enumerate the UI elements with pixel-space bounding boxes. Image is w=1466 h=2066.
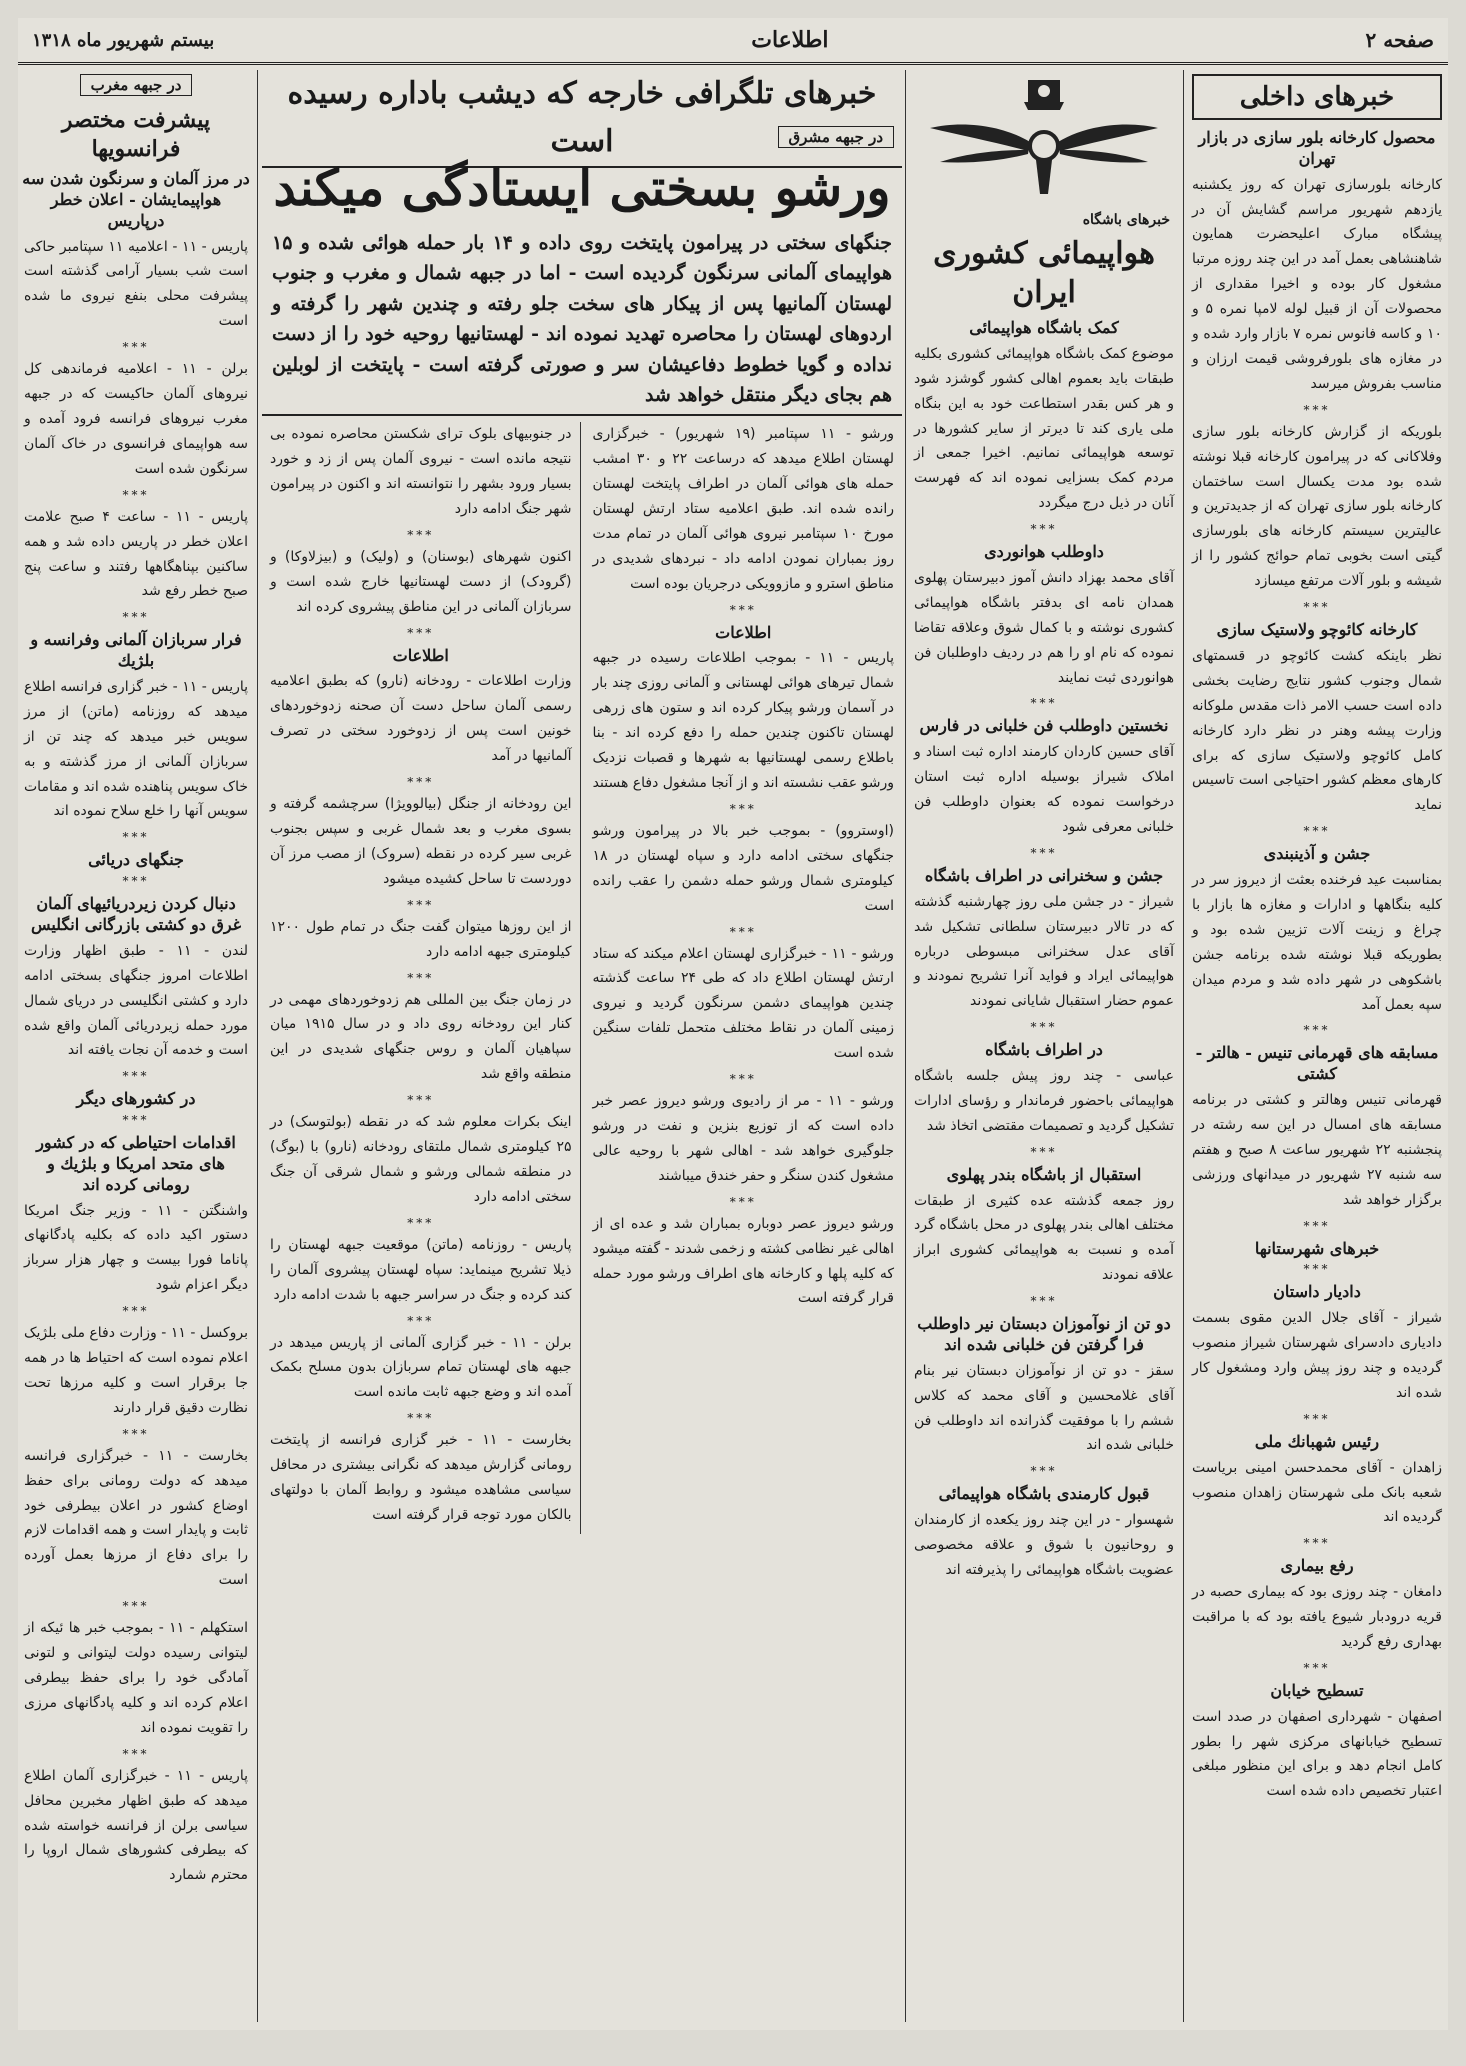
article-body: از این روزها میتوان گفت جنگ در تمام طول ۱۲۰۰ کیلومتری جبهه ادامه دارد <box>270 918 572 960</box>
column-rule <box>905 70 906 2022</box>
article-separator: *** <box>1303 1536 1331 1551</box>
article-body: اکنون شهرهای (بوسنان) و (ولیک) و (بیزلاوکا) و (گرودک) از دست لهستانیها خارج شده است و سربازان آلمانی در این مناطق پیشروی کرده اند <box>270 548 572 615</box>
article-headline: قبول کارمندی باشگاه هواپیمائی <box>938 1484 1150 1504</box>
article-headline: جشن و آذینبندی <box>1263 844 1371 864</box>
article-body: موضوع کمک باشگاه هواپیمائی کشوری بکلیه طبقات باید بعموم اهالی کشور گوشزد شود و هر کس بقدر استطاعت خود به این بنگاه ملی یاری کند تا دیرتر از سایر کشورها در توسعه هواپیمائی نمانیم. اخیرا جمعی از مردم کمک بسزایی نموده اند که فهرست آنان در ذیل درج میگردد <box>914 345 1174 512</box>
column-rule <box>257 70 258 2022</box>
article-separator: *** <box>407 625 435 640</box>
article-separator: *** <box>1030 522 1058 537</box>
article-separator: *** <box>729 801 757 816</box>
article-body: پاریس - ۱۱ - خبر گزاری فرانسه اطلاع میدهد که روزنامه (ماتن) از مرز سویس خبر میدهد که چند تن از سربازان آلمانی از مرز گذشته و به خاک سویس پناهنده شده اند و مقامات سویس آنها را خلع سلاح نموده اند <box>24 678 249 820</box>
aviation-emblem <box>908 76 1180 210</box>
aviation-emblem-caption: خبرهای باشگاه <box>1082 212 1170 228</box>
article-separator: *** <box>122 1113 150 1128</box>
article-separator: *** <box>122 487 150 502</box>
column-rule <box>580 422 585 1534</box>
article-headline: اطلاعات <box>392 645 449 665</box>
article-headline: جنگهای دریائی <box>88 850 184 870</box>
article-body: ورشو - ۱۱ - مر از رادیوی ورشو دیروز عصر خبر داده است که از توزیع بنزین و نفت در ورشو جلوگیری خواهد شد - اهالی شهر با روحیه عالی مشغول کندن سنگر و حفر خندق میباشند <box>592 1093 895 1184</box>
article-separator: *** <box>407 1093 435 1108</box>
article-headline: اقدامات احتیاطی که در کشور های متحد امریکا و بلژیك و رومانی کرده اند <box>36 1133 236 1194</box>
column-rule <box>1183 70 1184 2022</box>
article-headline: تسطیح خیابان <box>1270 1680 1364 1700</box>
article-body: لندن - ۱۱ - طبق اظهار وزارت اطلاعات امروز جنگهای بسختی ادامه دارد و کشتی انگلیسی در دریای شمال مورد حمله زیردریائی آلمان واقع شده است و خدمه آن نجات یافته اند <box>24 942 248 1059</box>
article-separator: *** <box>407 897 435 912</box>
article-separator: *** <box>1303 1262 1331 1277</box>
aviation-column <box>908 70 1180 2022</box>
west-front-title: پیشرفت مختصر فرانسویها <box>61 107 211 162</box>
article-headline: داوطلب هوانوردی <box>984 542 1104 562</box>
article-headline: مسابقه های قهرمانی تنیس - هالتر - کشتی <box>1195 1043 1439 1084</box>
article-separator: *** <box>729 602 757 617</box>
article-body: پاریس - ۱۱ - اعلامیه ۱۱ سپتامبر حاکی است شب بسیار آرامی گذشته است پیشرفت محلی بنفع نیروی ما شده است <box>24 238 248 330</box>
article-body: شیراز - آقای جلال الدین مقوی بسمت دادیاری دادسرای شهرستان شیراز منصوب گردیده و چند روز پیش وارد ومشغول کار شده اند <box>1192 1310 1442 1401</box>
article-separator: *** <box>407 527 435 542</box>
article-body: برلن - ۱۱ - اعلامیه فرماندهی کل نیروهای آلمان حاکیست که در جبهه مغرب نیروهای فرانسه فرود آمده و سه هواپیمای فرانسوی در خاک آلمان سرنگون شده است <box>24 361 248 477</box>
west-front-tag: در جبهه مغرب <box>80 74 193 96</box>
article-headline: در کشورهای دیگر <box>76 1089 196 1109</box>
article-body: بروکسل - ۱۱ - وزارت دفاع ملی بلژیک اعلام نموده است که احتیاط ها در همه جا برقرار است و کلیه مرزها تحت نظارت دقیق قرار دارند <box>24 1325 248 1416</box>
article-separator: *** <box>1030 1294 1058 1309</box>
article-headline: دنبال کردن زیردریائیهای آلمان غرق دو کشتی بازرگانی انگلیس <box>30 894 242 934</box>
article-separator: *** <box>1303 1023 1331 1038</box>
article-body: پاریس - ۱۱ - خبرگزاری آلمان اطلاع میدهد که طبق اظهار مخبرین محافل سیاسی برلن از فرانسه خواسته شده که بیطرفی کشورهای شمال اروپا را محترم شمارد <box>24 1767 248 1884</box>
article-body: زاهدان - آقای محمدحسن امینی بریاست شعبه بانک ملی شهرستان زاهدان منصوب گردیده اند <box>1192 1459 1442 1526</box>
article-separator: *** <box>1030 696 1058 711</box>
winged-crown-icon <box>924 76 1164 206</box>
article-separator: *** <box>122 830 150 845</box>
article-separator: *** <box>122 1599 150 1614</box>
article-body: ورشو دیروز عصر دوباره بمباران شد و عده ای از اهالی غیر نظامی کشته و زخمی شدند - گفته میشود که کلیه پلها و کارخانه های اطراف ورشو مورد حمله قرار گرفته است <box>592 1215 894 1307</box>
foreign-news-banner: خبرهای تلگرافی خارجه که دیشب باداره رسیده است <box>262 70 902 168</box>
article-separator: *** <box>1030 845 1058 860</box>
article-separator: *** <box>122 874 150 889</box>
article-body: اینک بکرات معلوم شد که در نقطه (بولتوسک) در ۲۵ کیلومتری شمال ملتقای رودخانه (نارو) با (بوگ) در منطقه شمالی ورشو و شمال شرقی آن جنگ سختی ادامه دارد <box>270 1114 572 1205</box>
page-number: صفحه ۲ <box>1365 28 1434 52</box>
article-body: بخارست - ۱۱ - خبرگزاری فرانسه میدهد که دولت رومانی برای حفظ اوضاع کشور در اعلان بیطرفی خود ثابت و پایدار است و همه اقدامات لازم را برای دفاع از مرزها بعمل آورده است <box>24 1447 248 1589</box>
article-body: بمناسبت عید فرخنده بعثت از دیروز سر در کلیه بنگاهها و ادارات و مغازه ها بازار با چراغ و زینت آلات تزیین شده بود و بطوریکه قبلا نوشته شده برنامه جشن باشکوهی در شهر داده شد و مردم میدان سپه بعمل آمد <box>1192 872 1442 1013</box>
article-body: سقز - دو تن از نوآموزان دبستان نیر بنام آقای غلامحسین و آقای محمد که کلاس ششم را با موفقیت گذرانده اند داوطلب فن خلبانی شده اند <box>914 1362 1174 1454</box>
article-separator: *** <box>122 340 150 355</box>
article-separator: *** <box>1030 1020 1058 1035</box>
article-body: شیراز - در جشن ملی روز چهارشنبه گذشته که در تالار دبیرستان سلطانی تشکیل شد آقای عدل سخنرانی مبسوطی درباره هواپیمائی ایراد و فواید آنرا تشریح نمودند و عموم حضار استقبال شایانی نمودند <box>914 893 1174 1010</box>
headline-lead: جنگهای سختی در پیرامون پایتخت روی داده و ۱۴ بار حمله هوائی شده و ۱۵ هواپیمای آلمانی سرنگون گردیده است - اما در جبهه شمال و مغرب و جنوب لهستان آلمانیها پس از پیکار های سخت جلو رفته و چندین شهر را گرفته و اردوهای لهستان را محاصره تهدید نموده اند - لهستانیها روحیه خود را از دست نداده و گویا خطوط دفاعیشان سر و صورتی گرفته است - پایتخت از لوبلین هم بجای دیگر منتقل خواهد شد <box>262 224 902 416</box>
article-body: ورشو - ۱۱ - خبرگزاری لهستان اعلام میکند که ستاد ارتش لهستان اطلاع داد که طی ۲۴ ساعت گذشته چندین هواپیمای دشمن سرنگون گردید و نیروی زمینی آلمان در نقاط مختلف متحمل تلفات سنگین شده است <box>592 945 895 1062</box>
article-body: عباسی - چند روز پیش جلسه باشگاه هواپیمائی باحضور فرماندار و رؤسای ادارات تشکیل گردید و تصمیمات مقتضی اتخاذ شد <box>914 1068 1174 1134</box>
article-separator: *** <box>1303 402 1331 417</box>
article-separator: *** <box>407 1215 435 1230</box>
article-body: قهرمانی تنیس وهالتر و کشتی در برنامه مسابقه های امسال در این سه رشته در پنجشنبه ۲۲ شهریور ساعت ۸ صبح و هفتم سه شنبه ۲۷ شهریور در میدانهای ورزشی برگزار خواهد شد <box>1192 1092 1443 1208</box>
article-body: بلوریکه از گزارش کارخانه بلور سازی وفلاکانی که در پیرامون کارخانه قبلا نوشته شده بود مدت یکسال است ساختمان کارخانه بلور سازی تهران که از جدیدترین و عالیترین سیستم کارخانه های بلورسازی گیتی است بخوبی تمام حوائج کشور را از شیشه و بلور آلات مرتفع میسازد <box>1192 423 1442 590</box>
article-headline: رفع بیماری <box>1280 1556 1354 1576</box>
article-headline: دادیار داستان <box>1273 1282 1361 1302</box>
article-headline: کارخانه کائوچو ولاستیک سازی <box>1216 620 1418 640</box>
article-separator: *** <box>407 775 435 790</box>
article-body: آقای محمد بهزاد دانش آموز دبیرستان پهلوی همدان نامه ای بدفتر باشگاه هواپیمائی کشوری نوشته و با کمال شوق وعلاقه تقاضا نموده که نام او را هم در ردیف داوطلبان فن هوانوردی ثبت نمایند <box>914 569 1174 686</box>
newspaper-name: اطلاعات <box>751 27 829 53</box>
west-front-list <box>18 235 254 1889</box>
article-separator: *** <box>122 1426 150 1441</box>
article-separator: *** <box>407 1411 435 1426</box>
article-separator: *** <box>729 1194 757 1209</box>
article-body: نظر باینکه کشت کائوچو در قسمتهای شمال وجنوب کشور نتایج رضایت بخشی داده است حسب الامر ذات مقدس ملوکانه وزارت پیشه وهنر در نظر دارد کارخانه کامل کائوچو ولاستیک سازی که برای کارهای معظم کشور احتیاجی است تاسیس نماید <box>1192 647 1442 814</box>
foreign-news-section <box>262 122 902 2022</box>
article-body: پاریس - ۱۱ - بموجب اطلاعات رسیده در جبهه شمال تیرهای هوائی لهستانی و آلمانی روزی چند بار در آسمان ورشو پیکار کرده اند و ستون های زرهی لهستان تاکنون چندین حمله را دفع کرده اند - بنا باطلاع رسمی لهستانیها به شهرها و قصبات نزدیک ورشو عقب نشسته اند و از آنجا مشغول دفاع هستند <box>592 650 895 792</box>
article-headline: محصول کارخانه بلور سازی در بازار تهران <box>1198 128 1436 168</box>
article-body: دامغان - چند روزی بود که بیماری حصبه در قریه درودبار شیوع یافته بود که با مراقبت بهداری رفع گردید <box>1192 1584 1442 1650</box>
article-headline: دو تن از نوآموزان دبستان نیر داوطلب فرا گرفتن فن خلبانی شده اند <box>917 1314 1171 1354</box>
article-headline: فرار سربازان آلمانی وفرانسه و بلژیك <box>30 630 242 671</box>
article-separator: *** <box>1303 1660 1331 1675</box>
article-body: استکهلم - ۱۱ - بموجب خبر ها ئیکه از لیتوانی رسیده دولت لیتوانی و لتونی آمادگی خود را برای حفظ بیطرفی اعلام کرده اند و کلیه پادگانهای مرزی را تقویت نموده اند <box>24 1620 248 1736</box>
article-headline: اطلاعات <box>715 622 772 642</box>
article-body: کارخانه بلورسازی تهران که روز یکشنبه یازدهم شهریور مراسم گشایش آن در پیشگاه مبارک اعلیحضرت همایون شاهنشاهی بعمل آمد در این چند روزه مرتبا مشغول کار بوده و اخیرا مقداری از محصولات آن از قبیل لوله لامپا نمره ۵ و ۱۰ و کاسه فانوس نمره ۷ بازار وارد شده و در مغازه های بلورفروشی قیمت ارزان و مناسب بفروش میرسد <box>1192 176 1442 392</box>
article-body: در زمان جنگ بین المللی هم زدوخوردهای مهمی در کنار این رودخانه روی داد و در سال ۱۹۱۵ میان سپاهیان آلمان و روس جنگهای شدیدی در این منطقه واقع شد <box>270 991 572 1083</box>
article-body: (اوستروو) - بموجب خبر بالا در پیرامون ورشو جنگهای سختی ادامه دارد و سپاه لهستان در ۱۸ کیلومتری شمال ورشو حمله دشمن را عقب رانده است <box>592 822 894 914</box>
domestic-news-column <box>1186 70 1448 2022</box>
article-separator: *** <box>1303 824 1331 839</box>
foreign-news-column-right <box>585 422 903 1534</box>
foreign-news-column-left <box>262 422 580 1534</box>
article-body: واشنگتن - ۱۱ - وزیر جنگ امریکا دستور اکید داده که بکلیه پادگانهای پاناما فورا بیست و چهار هزار سرباز دیگر اعزام شود <box>24 1202 248 1294</box>
article-body: روز جمعه گذشته عده کثیری از طبقات مختلف اهالی بندر پهلوی در محل باشگاه گرد آمده و نسبت به هواپیمائی کشوری ابراز علاقه نمودند <box>914 1192 1174 1284</box>
article-separator: *** <box>1303 1411 1331 1426</box>
east-front-tag: در جبهه مشرق <box>778 126 894 148</box>
article-separator: *** <box>122 610 150 625</box>
article-headline: در اطراف باشگاه <box>985 1040 1103 1060</box>
newspaper-page <box>18 18 1448 2030</box>
article-separator: *** <box>1303 1218 1331 1233</box>
article-headline: استقبال از باشگاه بندر پهلوی <box>946 1164 1142 1184</box>
article-separator: *** <box>729 1072 757 1087</box>
article-headline: خبرهای شهرستانها <box>1254 1238 1380 1258</box>
article-body: پاریس - ۱۱ - ساعت ۴ صبح علامت اعلان خطر در پاریس داده شد و همه ساکنین بپناهگاهها رفتند و ساعت پنج صبح خطر رفع شد <box>24 508 249 600</box>
article-body: وزارت اطلاعات - رودخانه (نارو) که بطبق اعلامیه رسمی آلمان ساحل دست آن صحنه زدوخوردهای خونین است پس از زدوخورد سختی در تصرف آلمانیها در آمد <box>270 673 572 765</box>
article-separator: *** <box>407 970 435 985</box>
article-separator: *** <box>407 1313 435 1328</box>
article-body: آقای حسین کاردان کارمند اداره ثبت اسناد و املاک شیراز بوسیله اداره ثبت استان درخواست نموده که بعنوان داوطلب فن خلبانی معرفی شود <box>914 744 1174 835</box>
article-separator: *** <box>122 1746 150 1761</box>
article-separator: *** <box>729 924 757 939</box>
masthead <box>18 18 1448 65</box>
domestic-news-list <box>1186 128 1448 1804</box>
west-front-column <box>18 70 254 2022</box>
article-headline: کمک باشگاه هواپیمائی <box>969 318 1119 337</box>
domestic-news-title: خبرهای داخلی <box>1192 74 1442 120</box>
article-separator: *** <box>122 1304 150 1319</box>
article-separator: *** <box>1030 1144 1058 1159</box>
article-headline: نخستین داوطلب فن خلبانی در فارس <box>919 716 1169 736</box>
article-separator: *** <box>1030 1464 1058 1479</box>
article-separator: *** <box>1303 600 1331 615</box>
main-headline: ورشو بسختی ایستادگی میکند <box>273 158 891 217</box>
aviation-title: هواپیمائی کشوری ایران <box>933 236 1155 310</box>
article-separator: *** <box>122 1069 150 1084</box>
article-body: در جنوبیهای بلوک ترای شکستن محاصره نموده بی نتیجه مانده است - نیروی آلمان پس از زد و خورد بسیار ورود بشهر را نتوانسته اند و اکنون در پیرامون شهر جنگ ادامه دارد <box>270 426 572 518</box>
article-body: ورشو - ۱۱ سپتامبر (۱۹ شهریور) - خبرگزاری لهستان اطلاع میدهد که درساعت ۲۲ و ۳۰ امشب حمله های هوائی آلمان در اطراف پایتخت لهستان رانده شده اند. طبق اعلامیه ستاد ارتش لهستان مورخ ۱۰ سپتامبر نیروی هوائی آلمان در تمام مدت روز بمباران نمودن ادامه داد - نبردهای شدیدی در مناطق استرو و مازوویکی درجریان بوده است <box>592 426 895 592</box>
aviation-news-list <box>908 318 1180 1583</box>
article-body: اصفهان - شهرداری اصفهان در صدد است تسطیح خیابانهای مرکزی شهر را بطور کامل انجام دهد و برای این منظور مبلغی اعتبار تخصیص داده شده است <box>1192 1708 1442 1800</box>
article-body: برلن - ۱۱ - خبر گزاری آلمانی از پاریس میدهد در جبهه های لهستان تمام سربازان بدون مسلح بکمک آمده اند و وضع جبهه ثابت مانده است <box>270 1334 572 1401</box>
article-body: شهسوار - در این چند روز یکعده از کارمندان و روحانیون با شوق و علاقه مخصوصی عضویت باشگاه هواپیمائی را پذیرفته اند <box>914 1512 1174 1578</box>
article-headline: رئیس شهبانك ملی <box>1254 1431 1380 1451</box>
article-headline: جشن و سخنرانی در اطراف باشگاه <box>924 865 1164 885</box>
article-body: پاریس - روزنامه (ماتن) موقعیت جبهه لهستان را ذیلا تشریح مینماید: سپاه لهستان پیشروی آلمان را کند کرده و جنگ در سراسر جبهه با شدت ادامه دارد <box>270 1236 572 1303</box>
article-body: این رودخانه از جنگل (بیالوویژا) سرچشمه گرفته و بسوی مغرب و بعد شمال غربی و سپس بجنوب غربی سیر کرده در نقطه (سروک) از مصب مرز آن دوردست تا ساحل کشیده میشود <box>270 796 572 887</box>
west-front-subtitle: در مرز آلمان و سرنگون شدن سه هواپیمایشان - اعلان خطر درپاریس <box>22 169 250 230</box>
issue-date: بیستم شهریور ماه ۱۳۱۸ <box>32 29 215 51</box>
article-body: بخارست - ۱۱ - خبر گزاری فرانسه از پایتخت رومانی گزارش میدهد که نگرانی بیشتری در محافل سیاسی مشاهده میشود و روابط آلمان با دولتهای بالکان مورد توجه قرار گرفته است <box>270 1432 572 1523</box>
